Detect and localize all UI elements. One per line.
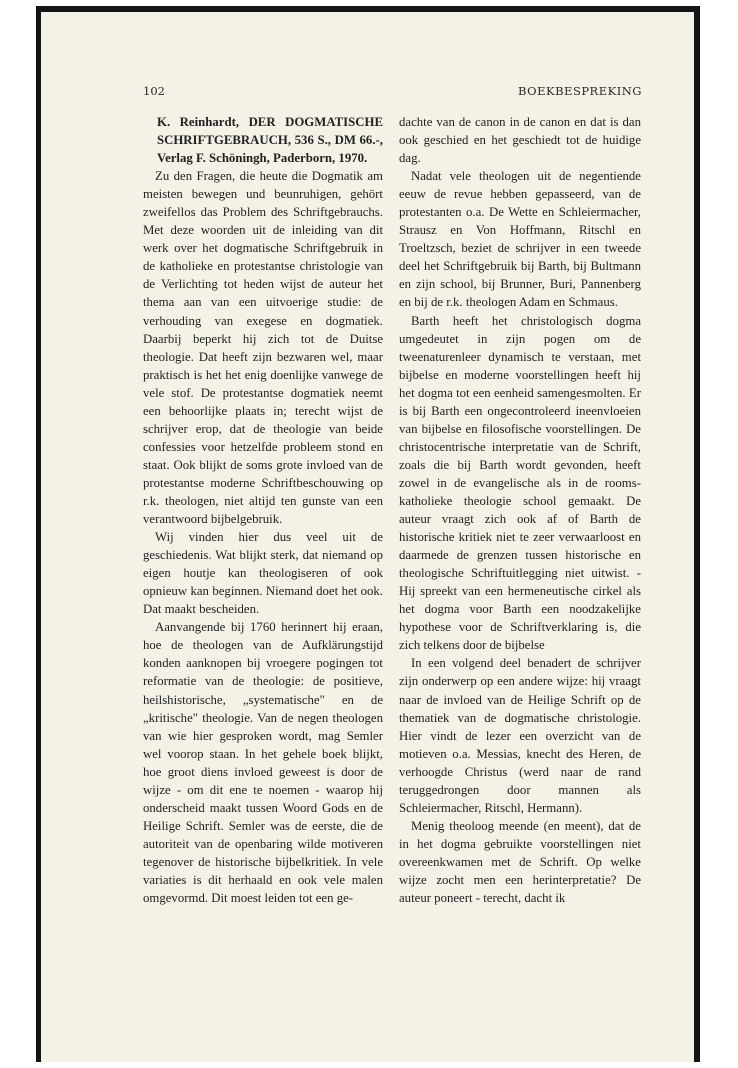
scan-border-right [694, 6, 700, 1062]
paragraph: dachte van de canon in de canon en dat is dan ook geschied en het geschiedt tot de huidige dag. [399, 115, 641, 166]
book-citation: K. Reinhardt, DER DOGMATISCHE SCHRIFTGEBRAUCH, 536 S., DM 66.-, Verlag F. Schöningh, Paderborn, 1970. [157, 115, 383, 166]
paragraph: Nadat vele theologen uit de negentiende eeuw de revue hebben gepasseerd, van de protestanten o.a. De Wette en Schleiermacher, Strausz en Von Hoffmann, Ritschl en Troeltzsch, beziet de schrijver in een tweede deel het Schriftgebruik bij Barth, bij Bultmann en zijn school, bij Brunner, Buri, Pannenberg en bij de r.k. theologen Adam en Schmaus. [399, 169, 641, 310]
left-column [143, 113, 383, 907]
paragraph: Wij vinden hier dus veel uit de geschiedenis. Wat blijkt sterk, dat niemand op eigen houtje kan theologiseren of ook opnieuw kan beginnen. Niemand doet het ook. Dat maakt bescheiden. [143, 530, 383, 617]
page-number: 102 [143, 84, 165, 98]
paragraph: Zu den Fragen, die heute die Dogmatik am meisten bewegen und beunruhigen, gehört zweifellos das Problem des Schriftgebrauchs. Met deze woorden uit de inleiding van dit werk over het dogmatische Schriftgebruik in de katholieke en protestantse christologie van de Verlichting tot heden wijst de auteur het thema aan van een uitvoerige studie: de verhouding van exegese en dogmatiek. Daarbij beperkt hij zich tot de Duitse theologie. Dat heeft zijn bezwaren wel, maar praktisch is het het enig doenlijke vanwege de vele stof. De protestantse dogmatiek neemt een behoorlijke plaats in; terecht wijst de schrijver erop, dat de theologie van beide confessies voor hetzelfde probleem stond en staat. Ook blijkt de soms grote invloed van de protestantse moderne Schriftbeschouwing op r.k. theologen, niet altijd ten gunste van een verantwoord bijbelgebruik. [143, 169, 383, 527]
right-column [399, 113, 641, 907]
paragraph: Barth heeft het christologisch dogma umgedeutet in zijn pogen om de tweenaturenleer dynamisch te verstaan, met bijbelse en moderne voorstellingen heeft hij het dogma tot een eenheid samengesmolten. Er is bij Barth een ongecontroleerd ineenvloeien van bijbelse en filosofische voorstellingen. De christocentrische interpretatie van de Schrift, zoals die bij Barth wordt gevonden, heeft zowel in de evangelische als in de rooms-katholieke theologie school gemaakt. De auteur vraagt zich ook af of Barth de historische kritiek niet te zeer verwaarloost en daarmede de grenzen tussen historische en theologische Schriftuitlegging niet uitwist. - Hij spreekt van een hermeneutische cirkel als het dogma voor Barth een noodzakelijke hypothese voor de Schriftverklaring is, die zich telkens door de bijbelse [399, 313, 641, 653]
running-title: BOEKBESPREKING [518, 84, 642, 98]
paragraph: Menig theoloog meende (en meent), dat de in het dogma gebruikte voorstellingen niet overeenkwamen met de Schrift. Op welke wijze zocht men een herinterpretatie? De auteur poneert - terecht, dacht ik [399, 818, 641, 906]
paragraph: In een volgend deel benadert de schrijver zijn onderwerp op een andere wijze: hij vraagt naar de invloed van de Heilige Schrift op de thematiek van de dogmatische christologie. Hier vindt de lezer een overzicht van de motieven o.a. Messias, knecht des Heren, de verhoogde Christus (werd naar de rand teruggedrongen door mannen als Schleiermacher, Ritschl, Hermann). [399, 656, 641, 815]
paragraph: Aanvangende bij 1760 herinnert hij eraan, hoe de theologen van de Aufklärungstijd konden aanknopen bij vroegere pogingen tot reformatie van de theologie: de positieve, heilshistorische, „systematische" en de „kritische" theologie. Van de negen theologen van wie hier gesproken wordt, mag Semler wel voorop staan. In het gehele boek blijkt, hoe groot diens invloed geweest is door de wijze - om dit ene te noemen - waarop hij onderscheid maakt tussen Woord Gods en de Heilige Schrift. Semler was de eerste, die de autoriteit van de openbaring wilde motiveren tegenover de historische bijbelkritiek. In vele variaties is dit herhaald en ook vele malen omgevormd. Dit moest leiden tot een ge- [143, 620, 383, 906]
